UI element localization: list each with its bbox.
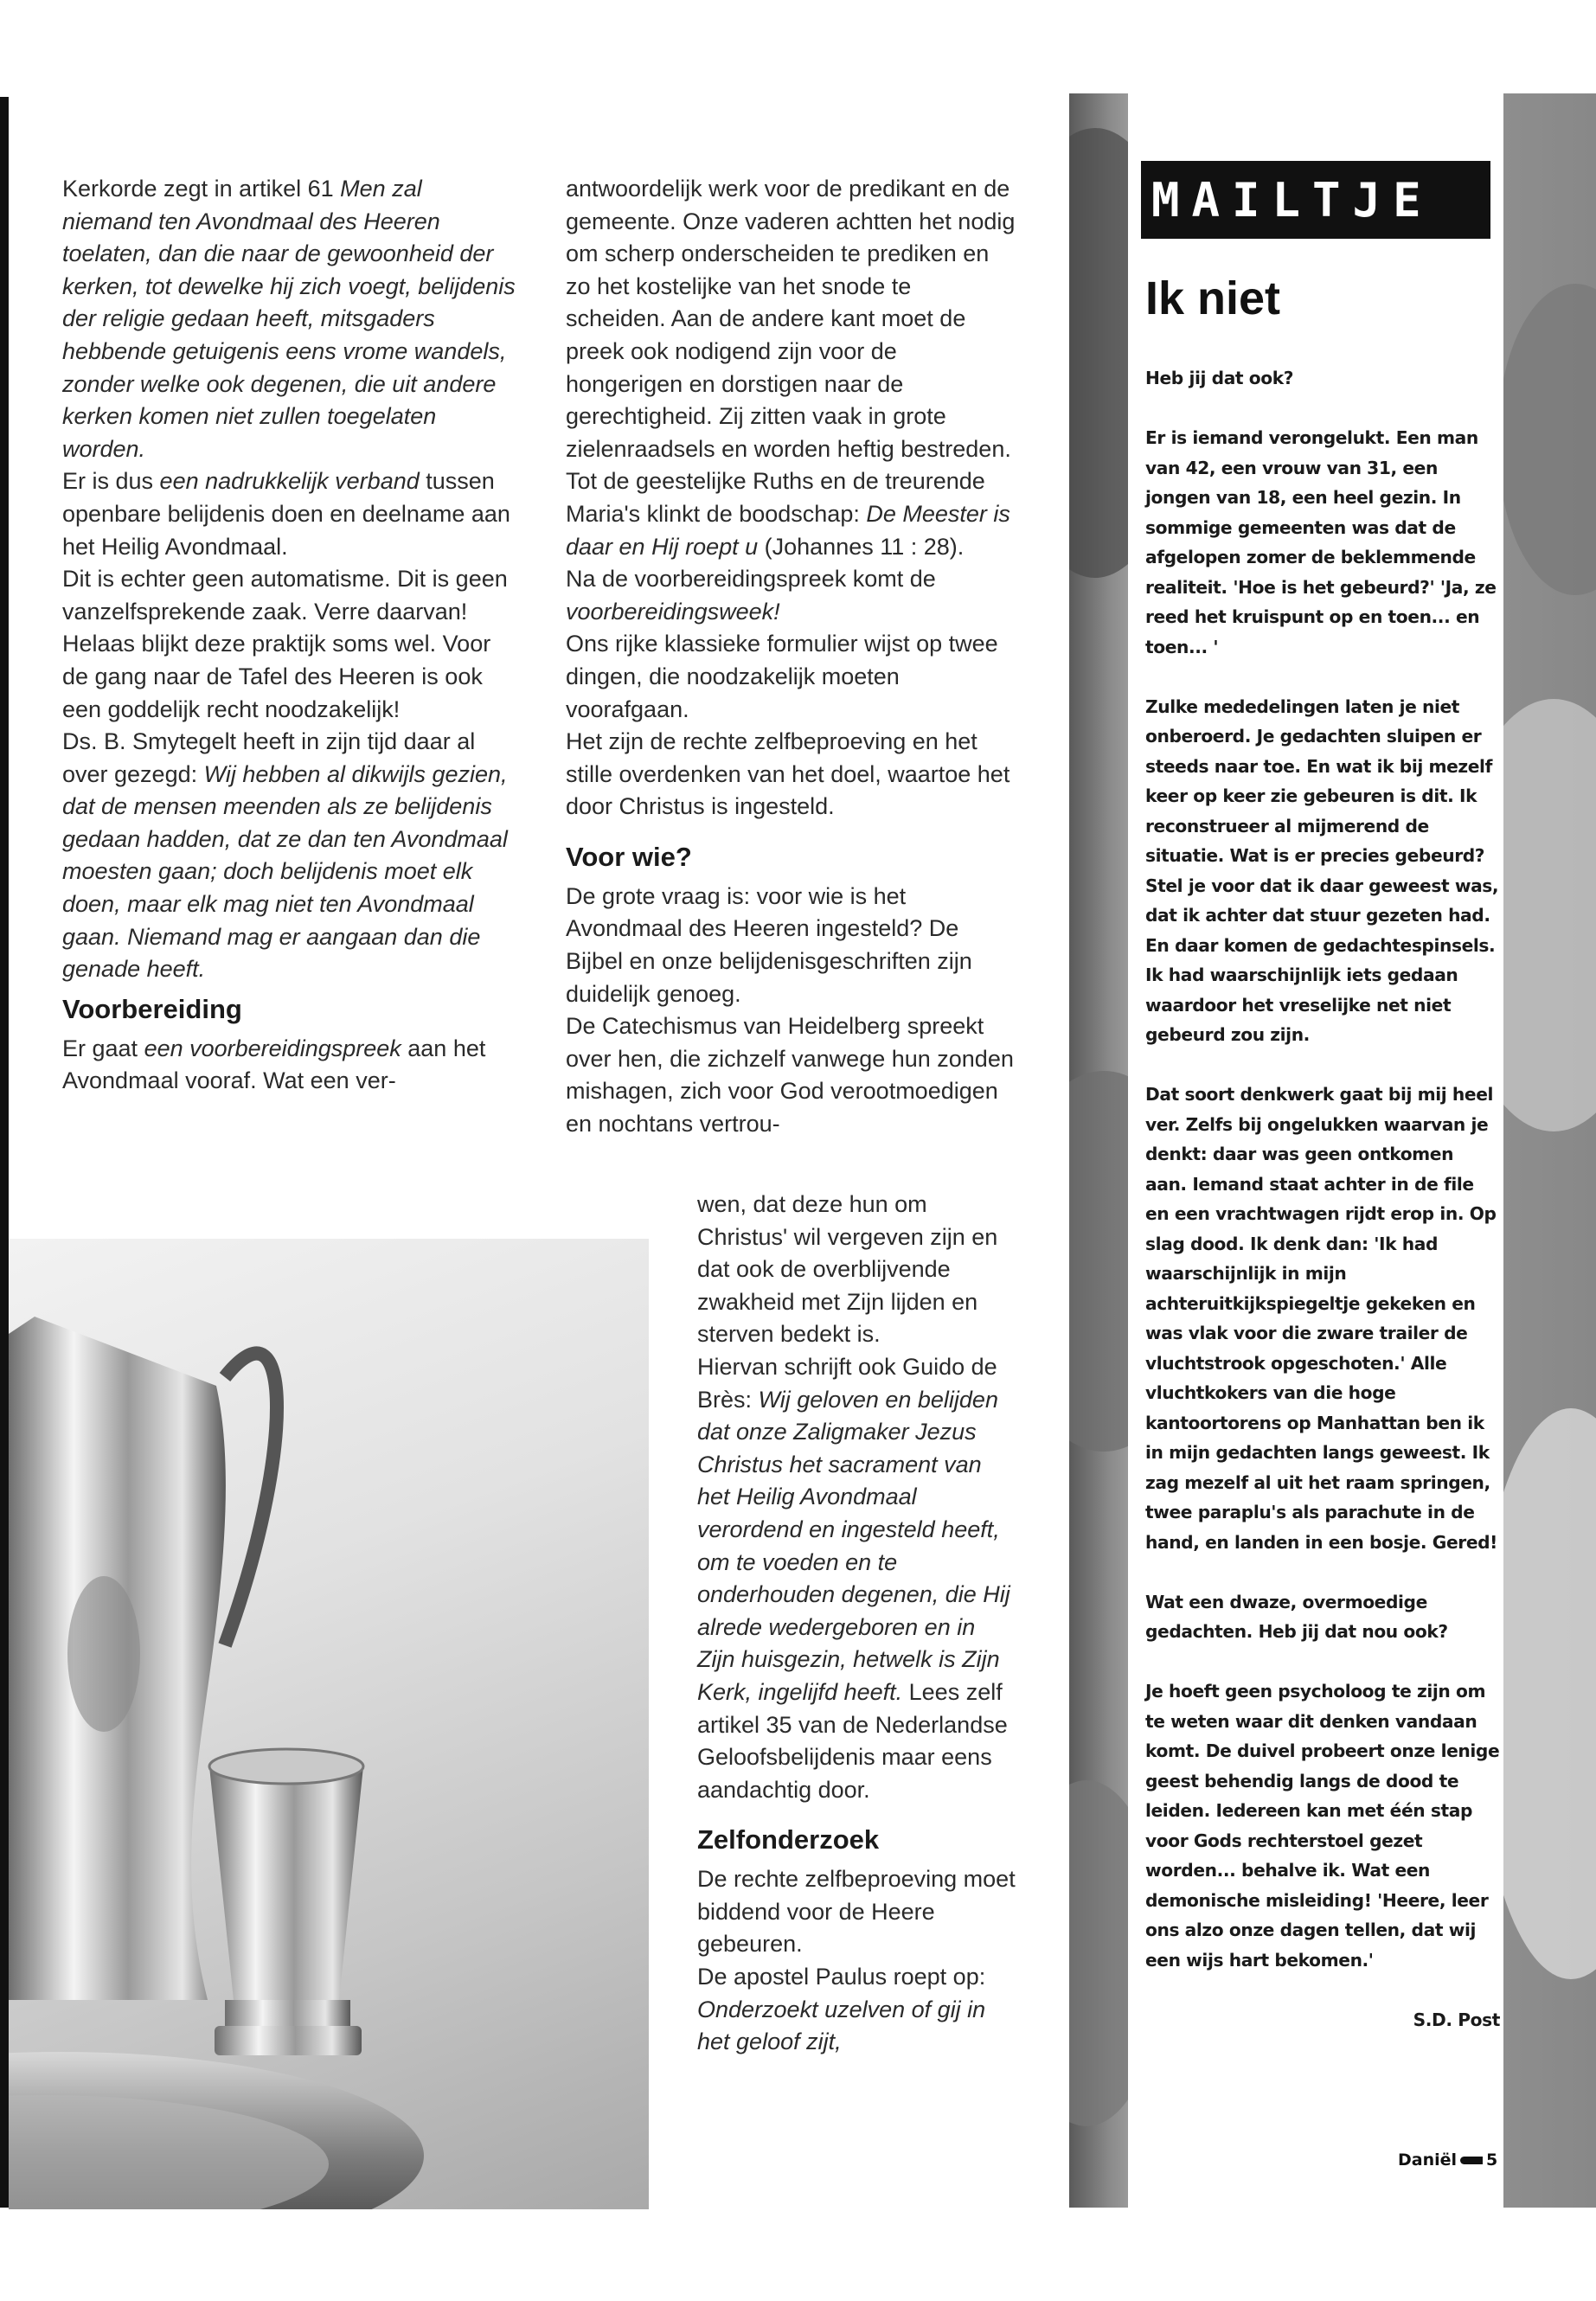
paragraph: Hiervan schrijft ook Guido de Brès: Wij geloven en belijden dat onze Zaligmaker Jezus Christus het sacrament van het Heilig Avondmaal verordend en ingesteld heeft, om te voeden en te onderhouden degenen, die Hij alrede wedergeboren en in Zijn huisgezin, hetwelk is Zijn Kerk, ingelijfd heeft. Lees zelf artikel 35 van de Nederlandse Geloofsbelijdenis maar eens aandachtig door. — [697, 1353, 1010, 1803]
silverware-illustration — [9, 1239, 649, 2209]
sidebar-paragraph: Je hoeft geen psycholoog te zijn om te weten waar dit denken vandaan komt. De duivel probeert onze lenige geest behendig langs de dood te leiden. Iedereen kan met één stap voor Gods rechterstoel gezet worden... behalve ik. Wat een demonische misleiding! 'Heere, leer ons alzo onze dagen tellen, dat wij een wijs hart bekomen.' — [1145, 1681, 1500, 1971]
sidebar-paragraph: Er is iemand verongelukt. Een man van 42, een vrouw van 31, een jongen van 18, een heel gezin. In sommige gemeenten was dat de afgelopen zomer de beklemmende realiteit. 'Hoe is het gebeurd?' 'Ja, ze reed het kruispunt op en toen... en toen... ' — [1145, 427, 1497, 657]
mailtje-label-text: MAILTJE — [1151, 173, 1433, 228]
sidebar-text — [1145, 363, 1500, 2065]
article-column-2 — [566, 173, 1016, 1141]
paragraph: De rechte zelfbeproeving moet biddend voor de Heere gebeuren. — [697, 1866, 1016, 1958]
paragraph: antwoordelijk werk voor de predikant en de gemeente. Onze vaderen achtten het nodig om scherp onderscheiden te prediken en zo het kostelijke van het snode te scheiden. Aan de andere kant moet de preek ook nodigend zijn voor de hongerigen en dorstigen naar de gerechtigheid. Zij zitten vaak in grote zielenraadsels en worden heftig bestreden. Tot de geestelijke Ruths en de treurende Maria's klinkt de boodschap: De Meester is daar en Hij roept u (Johannes 11 : 28). — [566, 176, 1016, 560]
left-edge-bar — [0, 97, 9, 2208]
sidebar-paragraph: Heb jij dat ook? — [1145, 368, 1294, 388]
paragraph: Kerkorde zegt in artikel 61 Men zal niemand ten Avondmaal des Heeren toelaten, dan die naar de gewoonheid der kerken, tot dewelke hij zich voegt, belijdenis der religie gedaan heeft, mitsgaders hebbende getuigenis eens vrome wandels, zonder welke ook degenen, die uit andere kerken komen niet zullen toegelaten worden. — [62, 176, 516, 462]
paragraph: Het zijn de rechte zelfbeproeving en het stille overdenken van het doel, waartoe het door Christus is ingesteld. — [566, 728, 1010, 820]
paragraph: De grote vraag is: voor wie is het Avondmaal des Heeren ingesteld? De Bijbel en onze belijdenisgeschriften zijn duidelijk genoeg. — [566, 882, 972, 1007]
article-column-3 — [697, 1189, 1017, 2059]
paragraph: De apostel Paulus roept op: Onderzoekt uzelven of gij in het geloof zijt, — [697, 1964, 986, 2055]
page-number: 5 — [1486, 2150, 1498, 2170]
communion-silverware-photo — [9, 1239, 649, 2209]
paragraph: Na de voorbereidingspreek komt de voorbereidingsweek! — [566, 566, 936, 625]
section-heading: Voor wie? — [566, 841, 692, 872]
paragraph: De Catechismus van Heidelberg spreekt over hen, die zichzelf vanwege hun zonden mishagen, zich voor God verootmoedigen en nochtans vertrou- — [566, 1013, 1014, 1138]
section-heading: Voorbereiding — [62, 993, 242, 1024]
paragraph: Ds. B. Smytegelt heeft in zijn tijd daar al over gezegd: Wij hebben al dikwijls gezien, dat de mensen meenden als ze belijdenis gedaan hadden, dat ze dan ten Avondmaal moesten gaan; doch belijdenis moet elk doen, maar elk mag niet ten Avondmaal gaan. Niemand mag er aangaan dan die genade heeft. — [62, 728, 508, 983]
paragraph: Er gaat een voorbereidingspreek aan het Avondmaal vooraf. Wat een ver- — [62, 1035, 486, 1094]
sidebar-paragraph: Dat soort denkwerk gaat bij mij heel ver. Zelfs bij ongelukken waarvan je denkt: daar was geen ontkomen aan. Iemand staat achter in de file en een vrachtwagen rijdt erop in. Op slag dood. Ik denk dan: 'Ik had waarschijnlijk in mijn achteruitkijkspiegeltje gekeken en was vlak voor die zware trailer de vluchtstrook opgeschoten.' Alle vluchtkokers van die hoge kantoortorens op Manhattan ben ik in mijn gedachten langs geweest. Ik zag mezelf al uit het raam springen, twee paraplu's als parachute in de hand, en landen in een bosje. Gered! — [1145, 1084, 1497, 1553]
arrow-icon — [1460, 2157, 1483, 2164]
sidebar-paragraph: Wat een dwaze, overmoedige gedachten. Heb jij dat nou ook? — [1145, 1591, 1448, 1642]
sidebar-signature: S.D. Post — [1413, 2009, 1500, 2030]
sidebar-paragraph: Zulke mededelingen laten je niet onberoerd. Je gedachten sluipen er steeds naar toe. En wat ik bij mezelf keer op keer zie gebeuren is dit. Ik reconstrueer al mijmerend de situatie. Wat is er precies gebeurd? Stel je voor dat ik daar geweest was, dat ik achter dat stuur gezeten had. En daar komen de gedachtespinsels. Ik had waarschijnlijk iets gedaan waardoor het vreselijke net niet gebeurd zou zijn. — [1145, 695, 1499, 1045]
paragraph: Er is dus een nadrukkelijk verband tussen openbare belijdenis doen en deelname aan het Heilig Avondmaal. — [62, 468, 510, 560]
article-column-1 — [62, 173, 516, 1098]
page-footer — [1398, 2150, 1497, 2170]
pitcher-handle — [225, 1354, 277, 1645]
magazine-name: Daniël — [1398, 2150, 1458, 2170]
paragraph: Dit is echter geen automatisme. Dit is geen vanzelfsprekende zaak. Verre daarvan! Helaas blijkt deze praktijk soms wel. Voor de gang naar de Tafel des Heeren is ook een goddelijk recht noodzakelijk! — [62, 566, 508, 722]
paragraph: Ons rijke klassieke formulier wijst op twee dingen, die noodzakelijk moeten voorafgaan. — [566, 631, 998, 722]
sidebar-title: Ik niet — [1145, 272, 1281, 324]
mailtje-label — [1141, 161, 1490, 239]
paragraph: wen, dat deze hun om Christus' wil vergeven zijn en dat ook de overblijvende zwakheid met Zijn lijden en sterven bedekt is. — [697, 1191, 998, 1348]
silver-cup — [209, 1766, 363, 2000]
section-heading: Zelfonderzoek — [697, 1824, 880, 1856]
